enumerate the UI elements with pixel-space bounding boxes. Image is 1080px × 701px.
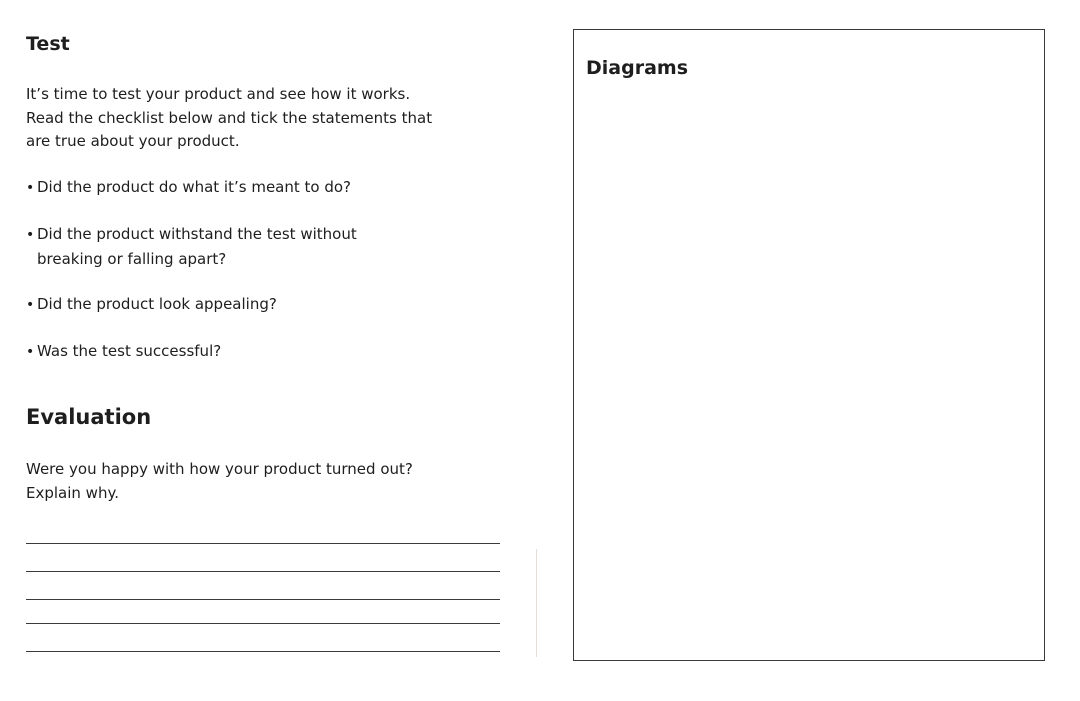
evaluation-question-line: Were you happy with how your product turned out? <box>26 460 413 478</box>
checklist-item-text: Did the product look appealing? <box>37 295 277 313</box>
faint-divider <box>536 549 537 657</box>
evaluation-heading: Evaluation <box>26 405 152 429</box>
checklist-item-successful <box>26 340 506 365</box>
evaluation-question-line: Explain why. <box>26 484 119 502</box>
evaluation-question <box>26 457 496 505</box>
test-intro-line: are true about your product. <box>26 132 240 150</box>
checklist-item-text: Did the product withstand the test without <box>37 225 357 243</box>
diagrams-box[interactable] <box>573 29 1045 661</box>
test-heading: Test <box>26 33 70 55</box>
diagrams-heading: Diagrams <box>586 57 689 79</box>
answer-line[interactable] <box>26 543 500 544</box>
bullet-icon: • <box>26 180 35 196</box>
checklist-item-text: Did the product do what it’s meant to do? <box>37 178 352 196</box>
answer-line[interactable] <box>26 623 500 624</box>
bullet-icon: • <box>26 297 35 313</box>
bullet-icon: • <box>26 344 35 360</box>
checklist-item-meant-to-do <box>26 176 506 201</box>
checklist-item-withstand <box>26 223 506 271</box>
answer-line[interactable] <box>26 571 500 572</box>
test-intro-line: Read the checklist below and tick the statements that <box>26 108 433 127</box>
answer-line[interactable] <box>26 599 500 600</box>
bullet-icon: • <box>26 227 35 243</box>
answer-line[interactable] <box>26 651 500 652</box>
checklist-item-appealing <box>26 293 506 318</box>
test-intro <box>26 83 486 154</box>
checklist-item-text: Was the test successful? <box>37 342 222 360</box>
checklist-item-text-continued: breaking or falling apart? <box>37 249 227 268</box>
test-intro-line: It’s time to test your product and see how it works. <box>26 85 411 103</box>
